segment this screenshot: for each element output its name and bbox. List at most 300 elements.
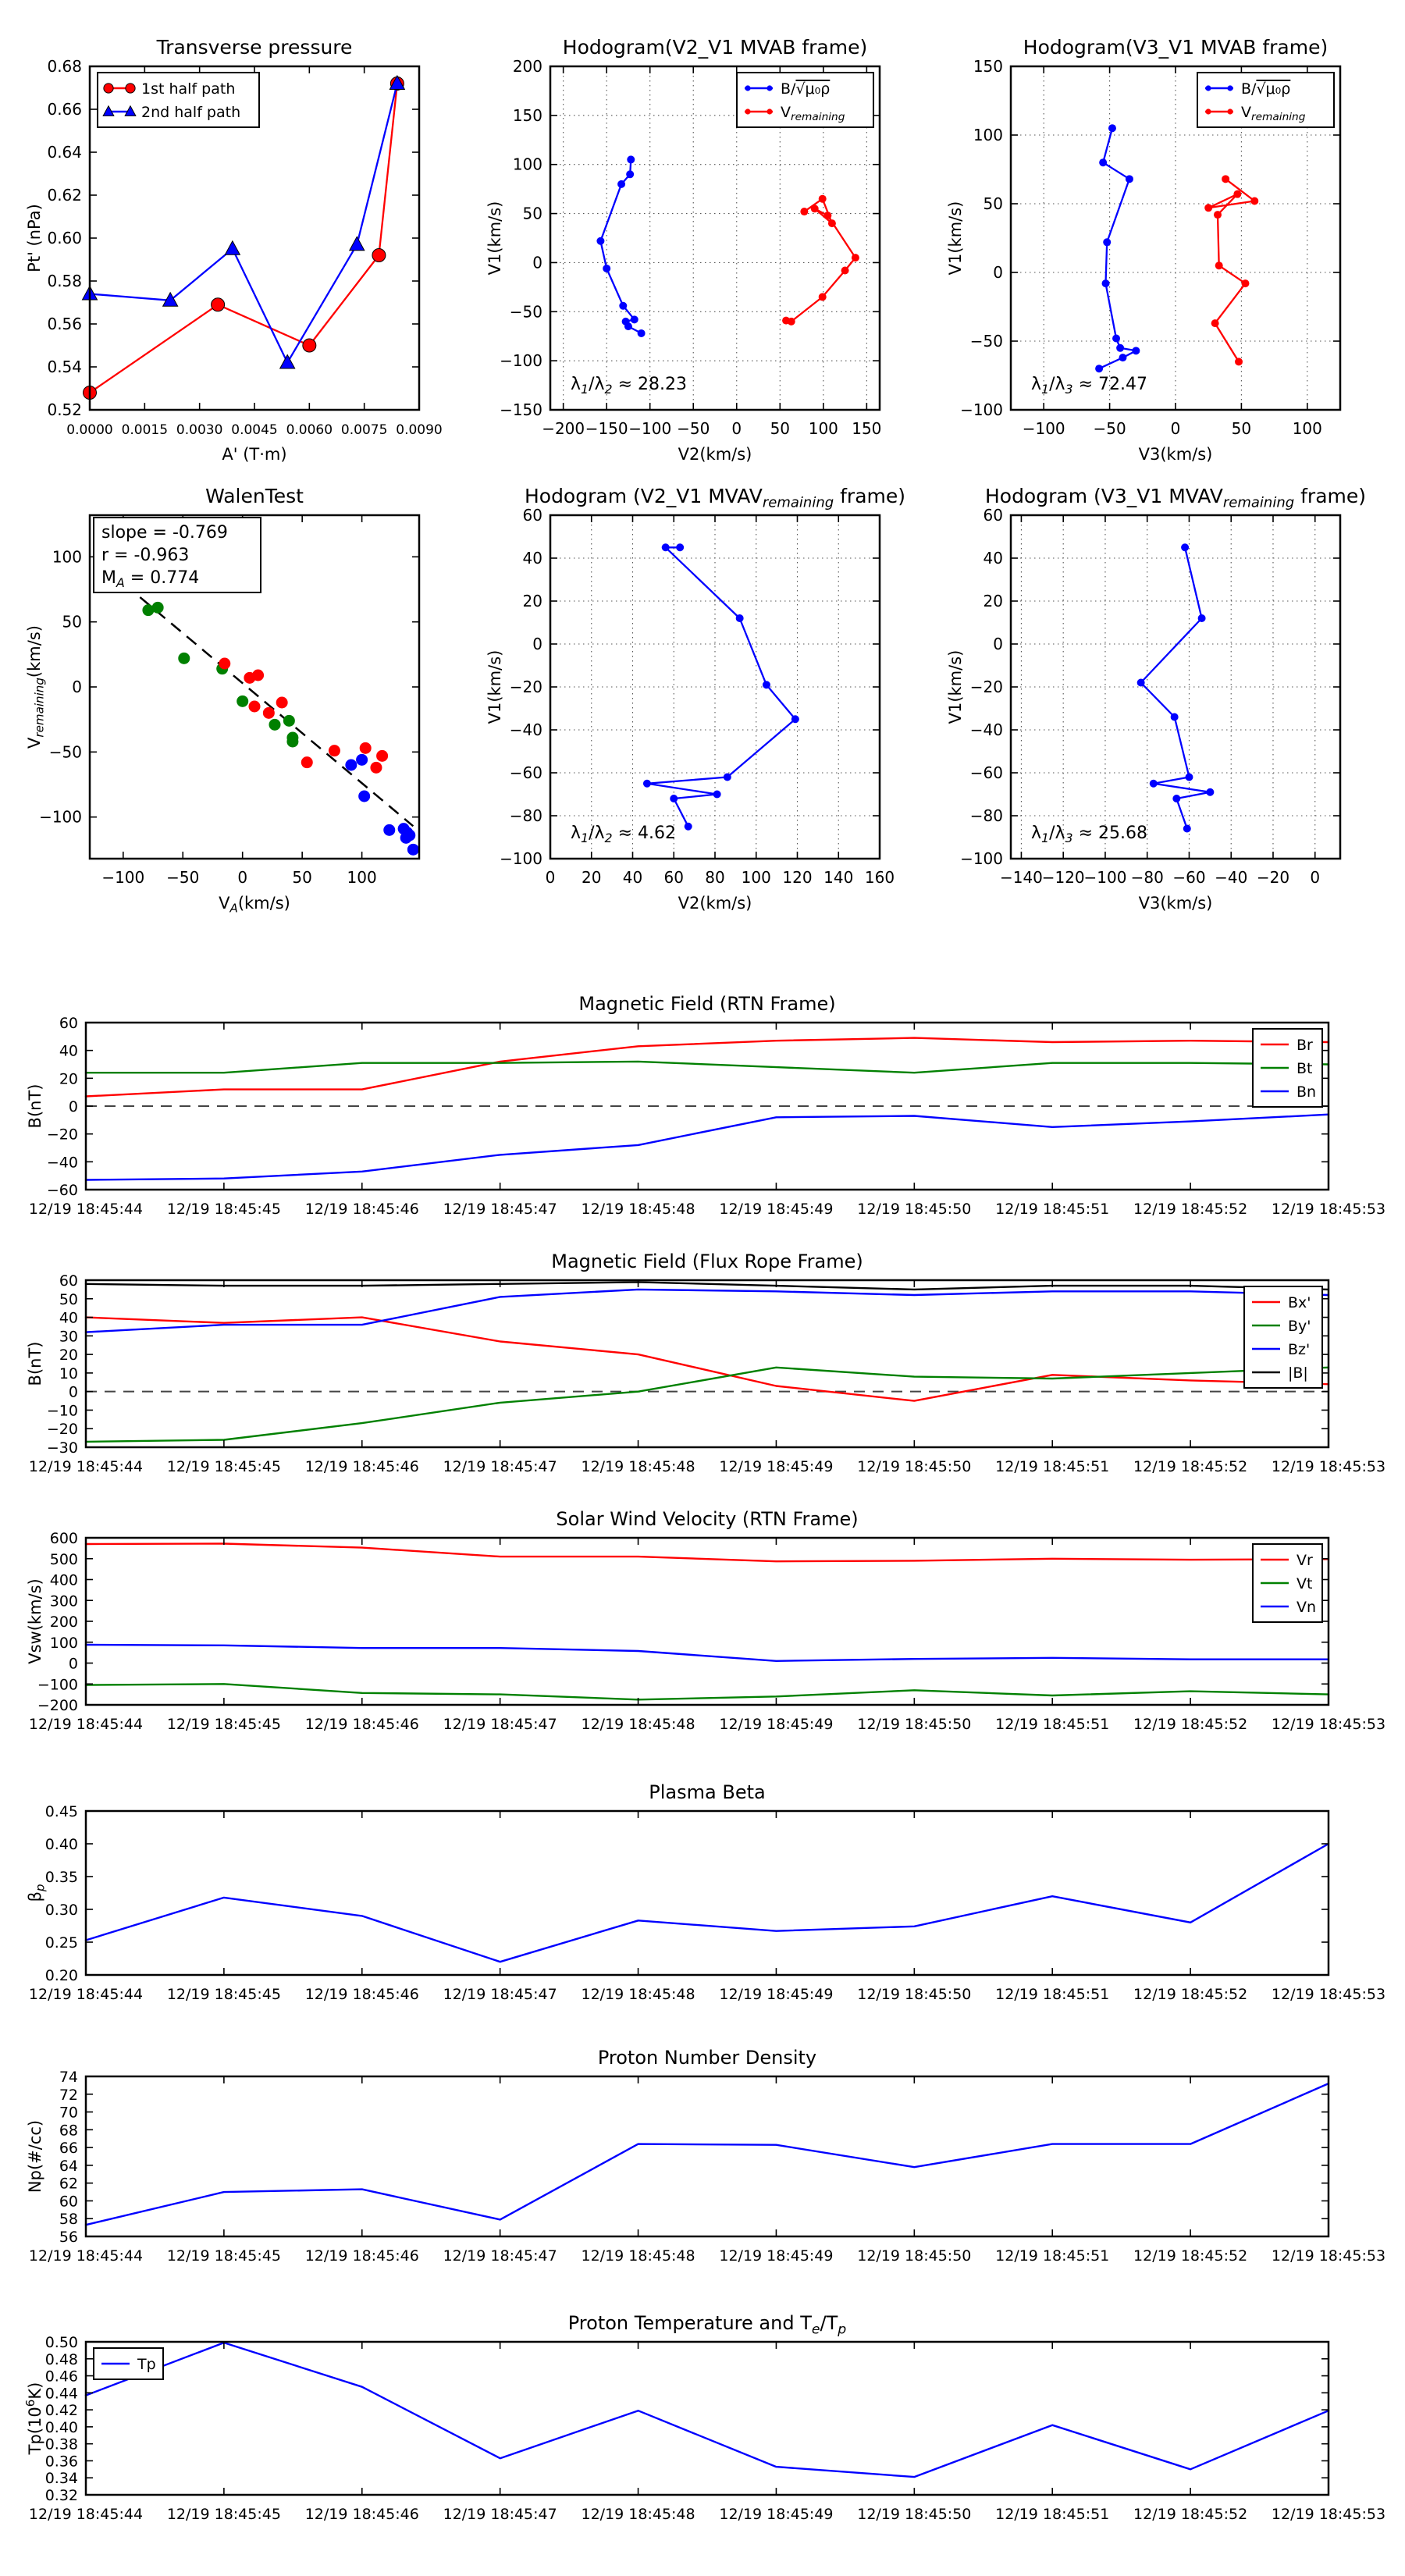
y-tick-label: −20: [46, 1421, 78, 1439]
y-axis-label: Np(#/cc): [26, 2119, 44, 2194]
x-tick-label: 0: [1310, 868, 1321, 887]
x-tick-label: 50: [292, 868, 312, 887]
series-proton-number-density-0: [86, 2083, 1329, 2225]
dot-marker: [1183, 825, 1191, 833]
dot-marker: [782, 317, 790, 325]
x-tick-label: 12/19 18:45:47: [443, 2247, 557, 2265]
chart-proton-temperature: [23, 2312, 1385, 2523]
x-tick-label: 12/19 18:45:48: [581, 2506, 695, 2523]
y-axis-label: $V_{remaining}(km/s)$: [25, 625, 47, 749]
series-line: [86, 1115, 1329, 1180]
dot-marker: [263, 707, 275, 719]
series-Vt: [86, 1684, 1329, 1699]
y-tick-label: 0: [68, 1098, 78, 1115]
x-tick-label: −100: [1022, 419, 1065, 438]
y-tick-label: 150: [512, 105, 542, 125]
x-tick-labels: [1023, 419, 1322, 438]
chart-title: Hodogram (V3_V1 $MVAV_{remaining}$ frame): [984, 485, 1367, 511]
y-tick-label: 66: [59, 2140, 78, 2158]
x-tick-label: 0.0060: [286, 422, 333, 438]
y-axis-label: B(nT): [26, 1083, 44, 1129]
chart-hodogram-v3v1-mvav: [946, 485, 1366, 913]
series-line: [86, 2083, 1329, 2225]
y-tick-label: 100: [512, 155, 542, 174]
dot-marker: [360, 742, 372, 754]
dot-marker: [1205, 85, 1211, 91]
axis-ticks: [86, 2076, 1329, 2236]
axes-frame: [86, 2342, 1329, 2495]
dot-marker: [301, 756, 313, 768]
dot-marker: [219, 658, 230, 670]
y-tick-label: 20: [983, 592, 1003, 610]
y-tick-label: 0.38: [44, 2435, 78, 2453]
dot-marker: [1095, 365, 1103, 372]
x-tick-label: 12/19 18:45:53: [1271, 1716, 1386, 1733]
x-axis-label: V3(km/s): [1138, 894, 1213, 913]
chart-title: Transverse pressure: [156, 36, 353, 59]
dot-marker: [1150, 780, 1158, 788]
x-tick-labels: [1000, 868, 1320, 887]
x-tick-label: 12/19 18:45:47: [443, 1986, 557, 2003]
dot-marker: [178, 653, 190, 664]
y-axis-label: $Tp(10^6K)$: [23, 2382, 44, 2455]
y-tick-label: 0.30: [44, 1902, 78, 1919]
series-Vn: [86, 1645, 1329, 1661]
dot-marker: [237, 696, 248, 707]
y-tick-label: 50: [983, 194, 1003, 213]
x-tick-label: 12/19 18:45:52: [1133, 1458, 1248, 1475]
x-tick-label: −100: [101, 868, 145, 887]
x-tick-label: 12/19 18:45:53: [1271, 1458, 1386, 1475]
x-tick-labels: [29, 1201, 1385, 1218]
y-tick-label: 0.60: [47, 229, 82, 247]
legend: [737, 73, 873, 127]
chart-title: Plasma Beta: [649, 1781, 766, 1803]
x-tick-label: 50: [770, 419, 791, 438]
x-tick-label: 12/19 18:45:46: [304, 1201, 419, 1218]
y-tick-label: 0: [993, 263, 1003, 282]
dot-marker: [670, 795, 678, 802]
y-tick-label: 400: [49, 1571, 78, 1589]
legend: [94, 2348, 163, 2379]
chart-plasma-beta: [26, 1781, 1385, 2003]
y-tick-label: −20: [509, 678, 542, 696]
axes-frame: [86, 1280, 1329, 1447]
y-tick-label: 0: [68, 1655, 78, 1673]
series-Bz': [86, 1290, 1329, 1332]
dot-marker: [603, 265, 610, 272]
y-axis-label: V1(km/s): [946, 649, 965, 724]
x-axis-label: V3(km/s): [1138, 445, 1213, 464]
dot-marker: [1214, 211, 1222, 219]
x-axis-label: A' (T·m): [222, 445, 287, 464]
series-line: [86, 1645, 1329, 1661]
x-tick-label: −40: [1215, 868, 1248, 887]
x-tick-label: 12/19 18:45:45: [166, 1458, 281, 1475]
x-axis-label: V2(km/s): [678, 445, 752, 464]
eigenvalue-ratio-annotation: $\lambda_1/\lambda_2 \approx 4.62$: [571, 824, 676, 845]
y-tick-label: 0.66: [47, 100, 82, 119]
y-tick-label: 0.68: [47, 57, 82, 76]
legend-label: Bt: [1297, 1060, 1313, 1077]
legend-label: Tp: [137, 2356, 156, 2373]
series-B/√μ₀ρ: [596, 155, 645, 337]
dot-marker: [276, 697, 288, 709]
triangle-marker: [225, 241, 240, 255]
dot-marker: [767, 109, 772, 114]
x-tick-label: −140: [999, 868, 1043, 887]
y-tick-label: −80: [969, 806, 1003, 825]
chart-title: Magnetic Field (Flux Rope Frame): [551, 1251, 863, 1272]
y-tick-labels: [45, 2334, 78, 2504]
y-tick-label: 0: [68, 1383, 78, 1401]
x-tick-label: 140: [823, 868, 854, 887]
dot-marker: [800, 208, 808, 215]
series-line: [86, 1038, 1329, 1097]
dot-marker: [1126, 175, 1133, 183]
dot-marker: [383, 824, 395, 836]
dot-marker: [356, 754, 368, 766]
y-axis-label: $\beta_p$: [26, 1884, 48, 1902]
x-tick-label: 12/19 18:45:48: [581, 1458, 695, 1475]
legend-label: B/√μ₀ρ: [1241, 80, 1291, 98]
legend-label: Bz': [1288, 1341, 1311, 1358]
x-tick-label: 12/19 18:45:45: [166, 2506, 281, 2523]
x-tick-label: 12/19 18:45:44: [28, 1986, 144, 2003]
x-tick-label: 12/19 18:45:44: [28, 2506, 144, 2523]
x-tick-label: 12/19 18:45:45: [166, 1986, 281, 2003]
x-tick-label: 12/19 18:45:50: [857, 2506, 972, 2523]
y-tick-label: −60: [46, 1182, 78, 1199]
dot-marker: [1233, 190, 1241, 198]
series-line: [86, 2343, 1329, 2477]
x-tick-label: 12/19 18:45:51: [995, 2247, 1110, 2265]
dot-marker: [370, 762, 382, 774]
x-tick-label: 12/19 18:45:52: [1133, 1986, 1248, 2003]
axes-frame: [86, 1538, 1329, 1705]
legend: [98, 73, 259, 127]
y-tick-label: 100: [973, 126, 1003, 144]
dot-marker: [811, 205, 819, 212]
y-axis-label: V1(km/s): [946, 201, 965, 276]
dot-marker: [1116, 344, 1124, 352]
y-axis-label: V1(km/s): [486, 649, 504, 724]
y-tick-labels: [47, 1015, 78, 1199]
x-tick-label: 12/19 18:45:50: [857, 1201, 972, 1218]
x-tick-label: 50: [1231, 419, 1252, 438]
y-tick-label: 100: [49, 1634, 78, 1652]
dot-marker: [1181, 543, 1189, 551]
y-tick-label: −200: [37, 1697, 78, 1714]
x-tick-labels: [29, 1986, 1385, 2003]
dot-marker: [676, 543, 684, 551]
legend: [1253, 1029, 1322, 1107]
series-line: [86, 1318, 1329, 1401]
y-tick-label: 0: [532, 635, 542, 653]
y-tick-label: −40: [509, 720, 542, 739]
y-tick-label: 0.64: [47, 143, 82, 162]
y-tick-label: 0.62: [47, 186, 82, 205]
dot-marker: [345, 760, 357, 771]
dot-marker: [767, 85, 772, 91]
x-tick-label: −50: [1093, 419, 1126, 438]
y-tick-label: 200: [49, 1614, 78, 1631]
legend-label: |B|: [1288, 1364, 1308, 1382]
y-tick-label: −100: [500, 351, 542, 371]
axis-ticks: [86, 1811, 1329, 1975]
x-tick-label: 120: [782, 868, 813, 887]
chart-magnetic-field-flux-rope: [26, 1251, 1385, 1475]
legend-label: Vt: [1297, 1575, 1313, 1592]
y-tick-label: 30: [59, 1328, 78, 1346]
y-tick-label: 0.35: [44, 1869, 78, 1886]
dot-marker: [1241, 279, 1249, 287]
y-tick-label: −50: [509, 302, 542, 322]
dot-marker: [724, 774, 731, 781]
stats-line: r = -0.963: [101, 546, 190, 565]
x-tick-labels: [29, 1716, 1385, 1733]
dot-marker: [1211, 319, 1219, 327]
axes-frame: [86, 1811, 1329, 1975]
axis-ticks: [86, 2342, 1329, 2495]
x-tick-label: 12/19 18:45:52: [1133, 2247, 1248, 2265]
y-tick-label: 0.32: [44, 2487, 78, 2504]
y-tick-label: −150: [500, 400, 542, 419]
x-tick-label: 12/19 18:45:51: [995, 1986, 1110, 2003]
x-tick-label: −100: [628, 419, 672, 438]
y-tick-label: −100: [500, 849, 542, 868]
y-tick-label: −100: [960, 400, 1003, 419]
series-line: [647, 547, 795, 827]
x-tick-labels: [29, 1458, 1385, 1475]
x-tick-label: 0: [237, 868, 248, 887]
series-line: [86, 1290, 1329, 1332]
y-tick-label: −30: [46, 1439, 78, 1457]
y-tick-label: 50: [59, 1290, 78, 1308]
y-axis-label: Pt' (nPa): [25, 204, 44, 272]
x-tick-label: 12/19 18:45:48: [581, 1201, 695, 1218]
y-tick-label: 60: [522, 506, 542, 525]
series-Bx': [86, 1318, 1329, 1401]
x-tick-label: 12/19 18:45:47: [443, 1716, 557, 1733]
x-tick-labels: [29, 2506, 1385, 2523]
dot-marker: [376, 750, 388, 762]
x-tick-label: 80: [705, 868, 725, 887]
y-tick-label: 68: [59, 2122, 78, 2140]
series-plasma-beta-0: [86, 1844, 1329, 1962]
dot-marker: [791, 715, 799, 723]
x-tick-label: 12/19 18:45:46: [304, 2247, 419, 2265]
y-tick-label: 0.34: [44, 2470, 78, 2488]
grid: [1011, 515, 1340, 859]
dot-marker: [745, 85, 750, 91]
dot-marker: [1205, 109, 1211, 114]
y-tick-label: 60: [59, 2193, 78, 2211]
x-tick-label: 12/19 18:45:49: [719, 2247, 834, 2265]
x-tick-label: 12/19 18:45:48: [581, 1986, 695, 2003]
dot-marker: [1222, 175, 1229, 183]
x-tick-label: 12/19 18:45:51: [995, 2506, 1110, 2523]
chart-title: Magnetic Field (RTN Frame): [578, 993, 836, 1015]
x-tick-label: −200: [542, 419, 585, 438]
x-tick-label: 12/19 18:45:50: [857, 1716, 972, 1733]
y-tick-label: 0.45: [44, 1803, 78, 1820]
dot-marker: [643, 780, 651, 788]
dot-marker: [763, 681, 770, 688]
y-tick-label: 0.40: [44, 2418, 78, 2436]
dot-marker: [713, 791, 721, 799]
axes-frame: [86, 2076, 1329, 2236]
x-tick-label: −20: [1256, 868, 1290, 887]
y-tick-label: 0.42: [44, 2402, 78, 2420]
y-tick-label: −100: [37, 1676, 78, 1694]
dot-marker: [252, 670, 264, 681]
legend-label: Bx': [1288, 1294, 1311, 1311]
x-tick-label: 12/19 18:45:50: [857, 2247, 972, 2265]
x-tick-label: 12/19 18:45:51: [995, 1458, 1110, 1475]
dot-marker: [1172, 795, 1180, 802]
x-tick-label: 100: [808, 419, 838, 438]
dot-marker: [1206, 788, 1214, 796]
x-tick-label: 12/19 18:45:47: [443, 1458, 557, 1475]
y-tick-label: 0.50: [44, 2334, 78, 2351]
x-tick-label: 100: [1292, 419, 1322, 438]
y-tick-label: 0.36: [44, 2453, 78, 2471]
dot-marker: [329, 745, 340, 756]
y-axis-label: B(nT): [26, 1341, 44, 1386]
chart-magnetic-field-rtn: [26, 993, 1385, 1218]
legend-label: Br: [1297, 1037, 1313, 1054]
chart-hodogram-v2v1-mvab: [486, 36, 881, 464]
x-tick-label: 12/19 18:45:47: [443, 1201, 557, 1218]
series-line: [86, 1844, 1329, 1962]
y-tick-labels: [500, 506, 542, 868]
legend-label: Vr: [1297, 1552, 1313, 1569]
series-line: [86, 1282, 1329, 1290]
y-tick-label: 20: [522, 592, 542, 610]
x-tick-label: 12/19 18:45:45: [166, 1201, 281, 1218]
y-tick-label: 300: [49, 1592, 78, 1610]
y-tick-labels: [960, 506, 1003, 868]
y-tick-labels: [47, 57, 82, 419]
dot-marker: [1119, 354, 1126, 361]
x-tick-label: 12/19 18:45:45: [166, 1716, 281, 1733]
dot-marker: [823, 212, 831, 219]
x-tick-label: −80: [1130, 868, 1164, 887]
series-Bn: [86, 1115, 1329, 1180]
eigenvalue-ratio-annotation: $\lambda_1/\lambda_3 \approx 72.47$: [1031, 375, 1147, 397]
triangle-marker: [280, 355, 295, 369]
dot-marker: [404, 830, 415, 841]
x-tick-label: 0.0015: [121, 422, 169, 438]
y-tick-label: 20: [59, 1070, 78, 1088]
x-tick-label: 0.0045: [231, 422, 278, 438]
series-hodogram-v3v1-mvav-0: [1137, 543, 1215, 832]
dot-marker: [819, 293, 827, 301]
triangle-marker: [350, 237, 365, 251]
legend-label: 1st half path: [141, 80, 236, 98]
x-tick-label: 12/19 18:45:51: [995, 1201, 1110, 1218]
y-tick-label: 0.58: [47, 272, 82, 290]
dot-marker: [1099, 158, 1107, 166]
y-tick-labels: [500, 57, 542, 419]
x-tick-label: 100: [741, 868, 771, 887]
dot-marker: [286, 736, 298, 748]
y-tick-label: 50: [62, 612, 82, 632]
legend-label: B/√μ₀ρ: [781, 80, 831, 98]
eigenvalue-ratio-annotation: $\lambda_1/\lambda_3 \approx 25.68$: [1031, 824, 1147, 845]
dot-marker: [617, 180, 625, 188]
series-Tp: [86, 2343, 1329, 2477]
fit-line: [94, 558, 414, 826]
dot-marker: [1108, 124, 1116, 132]
x-tick-label: 12/19 18:45:48: [581, 2247, 695, 2265]
y-tick-label: 0: [72, 678, 82, 696]
dot-marker: [1185, 774, 1193, 781]
series-|B|: [86, 1282, 1329, 1290]
legend: [1244, 1286, 1322, 1388]
x-tick-labels: [29, 2247, 1385, 2265]
chart-title: WalenTest: [205, 485, 304, 507]
x-tick-label: 12/19 18:45:45: [166, 2247, 281, 2265]
y-tick-label: 0: [993, 635, 1003, 653]
legend-label: Vn: [1297, 1599, 1317, 1616]
x-tick-label: 12/19 18:45:53: [1271, 2247, 1386, 2265]
y-tick-labels: [960, 57, 1003, 419]
y-tick-label: −60: [969, 763, 1003, 782]
x-tick-label: 12/19 18:45:49: [719, 1201, 834, 1218]
series-walen-test-2: [345, 754, 419, 856]
x-axis-label: V2(km/s): [678, 894, 752, 913]
chart-title: Solar Wind Velocity (RTN Frame): [556, 1508, 859, 1530]
x-tick-label: 12/19 18:45:49: [719, 1716, 834, 1733]
dot-marker: [819, 195, 827, 203]
series-Vremaining: [782, 195, 859, 326]
x-tick-label: −50: [166, 868, 200, 887]
chart-title: Proton Number Density: [597, 2047, 817, 2069]
legend-label: $V_{remaining}$: [1241, 104, 1306, 124]
dot-marker: [283, 715, 295, 727]
dot-marker: [624, 322, 632, 330]
y-tick-label: 40: [59, 1042, 78, 1060]
dot-marker: [685, 823, 692, 831]
chart-hodogram-v3v1-mvab: [946, 36, 1340, 464]
dot-marker: [1171, 713, 1179, 721]
chart-transverse-pressure: [25, 36, 443, 464]
legend-label: Bn: [1297, 1083, 1317, 1101]
chart-walen-test: [25, 485, 419, 916]
x-tick-labels: [546, 868, 895, 887]
x-tick-label: −60: [1172, 868, 1206, 887]
y-tick-label: 0.52: [47, 400, 82, 419]
y-tick-label: 100: [52, 547, 82, 567]
x-tick-label: 12/19 18:45:52: [1133, 1201, 1248, 1218]
x-tick-label: 12/19 18:45:44: [28, 1458, 144, 1475]
dot-marker: [1102, 279, 1110, 287]
dot-marker: [152, 602, 164, 614]
y-tick-labels: [45, 1803, 78, 1984]
x-tick-label: 12/19 18:45:44: [28, 1201, 144, 1218]
x-tick-label: −50: [677, 419, 710, 438]
chart-title: Hodogram(V2_V1 MVAB frame): [562, 36, 868, 59]
y-tick-label: 56: [59, 2229, 78, 2246]
x-tick-label: 12/19 18:45:53: [1271, 1201, 1386, 1218]
legend: [1197, 73, 1334, 127]
y-tick-label: −40: [46, 1154, 78, 1172]
x-tick-labels: [542, 419, 881, 438]
y-tick-label: 58: [59, 2211, 78, 2229]
y-tick-label: 0.56: [47, 315, 82, 333]
